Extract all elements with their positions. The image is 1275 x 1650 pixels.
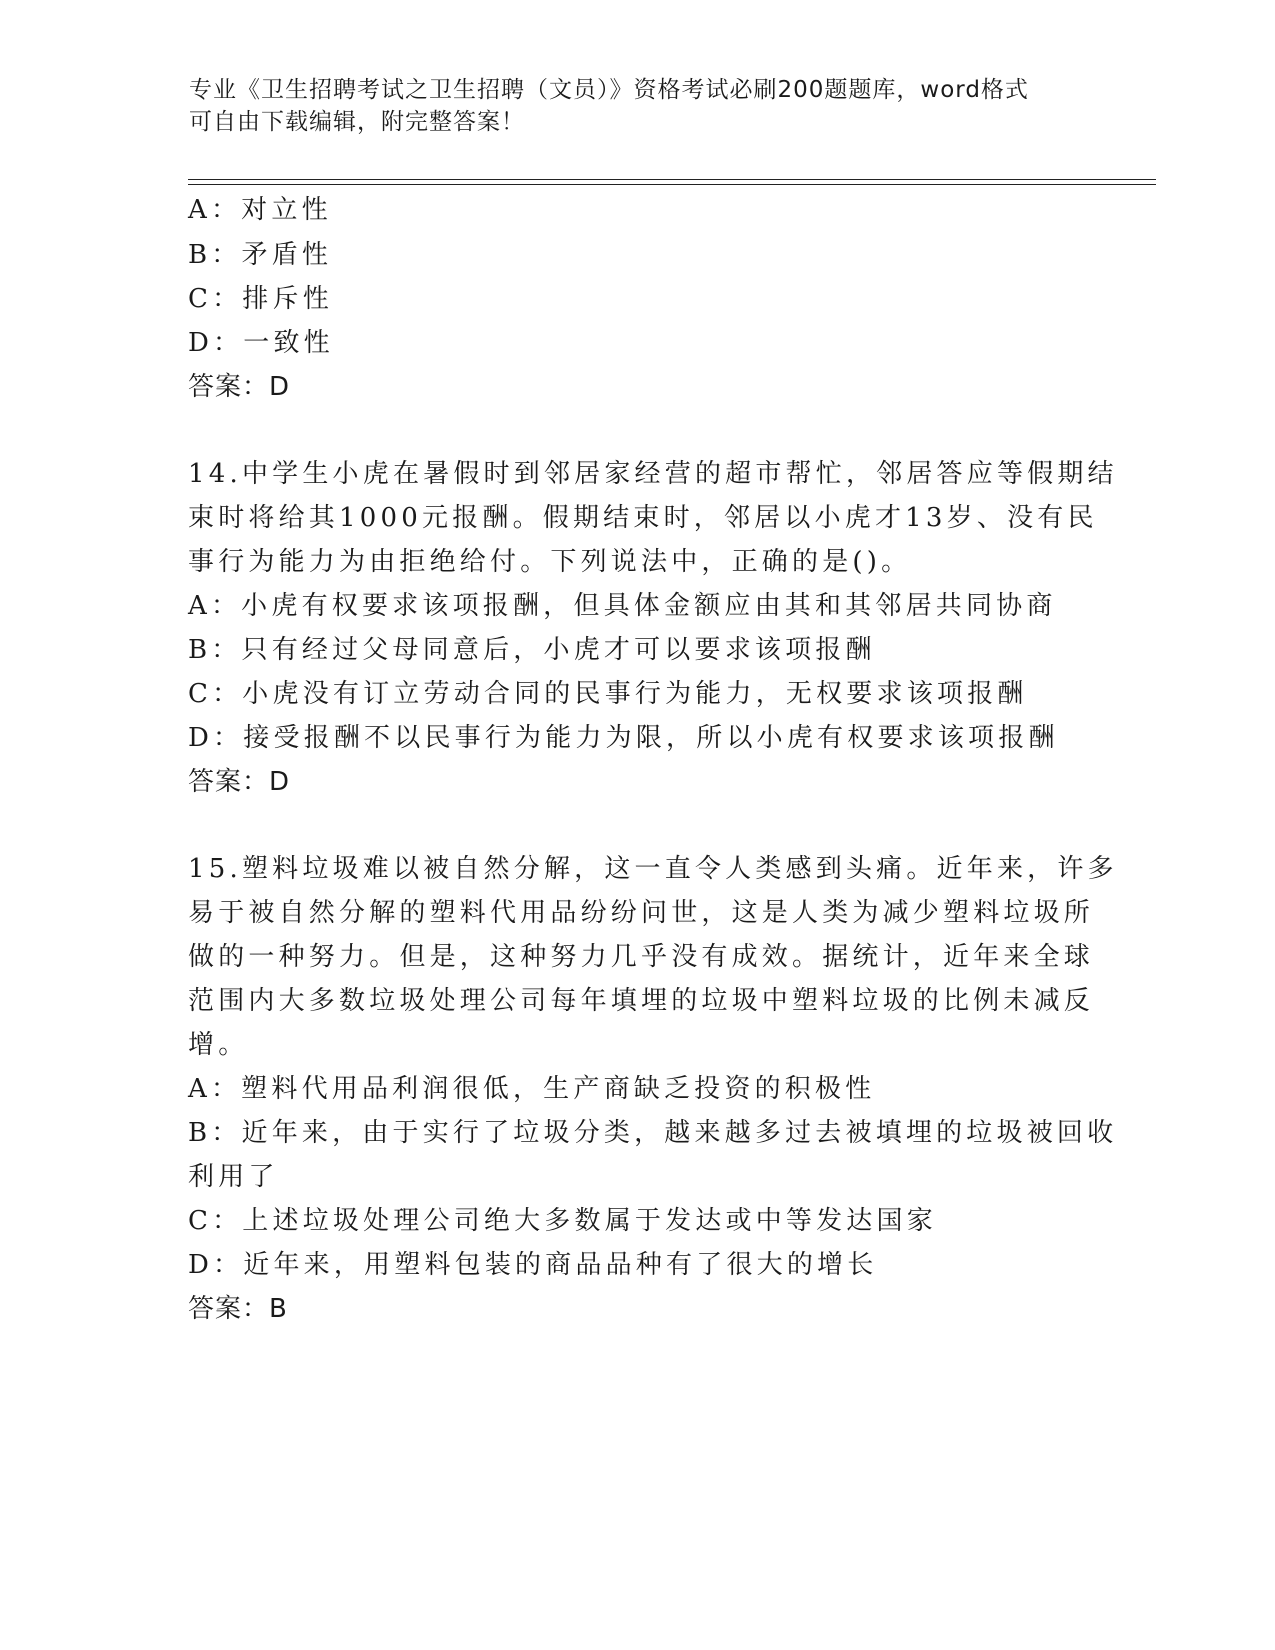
q14-option-c: C：小虎没有订立劳动合同的民事行为能力，无权要求该项报酬 [188,679,1028,709]
q14-stem-line-2: 束时将给其1000元报酬。假期结束时，邻居以小虎才13岁、没有民 [188,503,1098,533]
q14-option-a: A：小虎有权要求该项报酬，但具体金额应由其和其邻居共同协商 [188,591,1057,621]
q14-stem-line-1: 14.中学生小虎在暑假时到邻居家经营的超市帮忙，邻居答应等假期结 [188,459,1118,489]
q15-stem-line-3: 做的一种努力。但是，这种努力几乎没有成效。据统计，近年来全球 [188,942,1095,972]
q14-option-b: B：只有经过父母同意后，小虎才可以要求该项报酬 [188,635,876,665]
q15-option-d: D：近年来，用塑料包装的商品品种有了很大的增长 [188,1250,878,1280]
q15-answer: 答案：B [188,1294,288,1324]
q13-option-d: D：一致性 [188,328,334,358]
q14-answer: 答案：D [188,767,291,797]
document-header [189,74,1069,138]
q14-stem-line-3: 事行为能力为由拒绝给付。下列说法中，正确的是()。 [188,547,912,577]
q13-option-a: A：对立性 [188,195,332,225]
q14-option-d: D：接受报酬不以民事行为能力为限，所以小虎有权要求该项报酬 [188,723,1059,753]
q15-option-a: A：塑料代用品利润很低，生产商缺乏投资的积极性 [188,1074,876,1104]
q15-stem-line-2: 易于被自然分解的塑料代用品纷纷问世，这是人类为减少塑料垃圾所 [188,898,1095,928]
q15-stem-line-1: 15.塑料垃圾难以被自然分解，这一直令人类感到头痛。近年来，许多 [188,854,1118,884]
header-title-line-1: 专业《卫生招聘考试之卫生招聘（文员）》资格考试必刷200题题库，word格式 [189,77,1029,103]
q15-option-b-line-2: 利用了 [188,1162,279,1192]
q15-option-c: C：上述垃圾处理公司绝大多数属于发达或中等发达国家 [188,1206,937,1236]
q13-option-c: C：排斥性 [188,284,333,314]
header-divider-top [188,179,1156,180]
q13-option-b: B：矛盾性 [188,240,333,270]
q13-answer: 答案：D [188,372,291,402]
header-divider-bottom [188,184,1156,185]
q15-option-b-line-1: B：近年来，由于实行了垃圾分类，越来越多过去被填埋的垃圾被回收 [188,1118,1118,1148]
header-title-line-2: 可自由下载编辑，附完整答案！ [189,109,525,135]
q15-stem-line-5: 增。 [188,1030,249,1060]
q15-stem-line-4: 范围内大多数垃圾处理公司每年填埋的垃圾中塑料垃圾的比例未减反 [188,986,1095,1016]
